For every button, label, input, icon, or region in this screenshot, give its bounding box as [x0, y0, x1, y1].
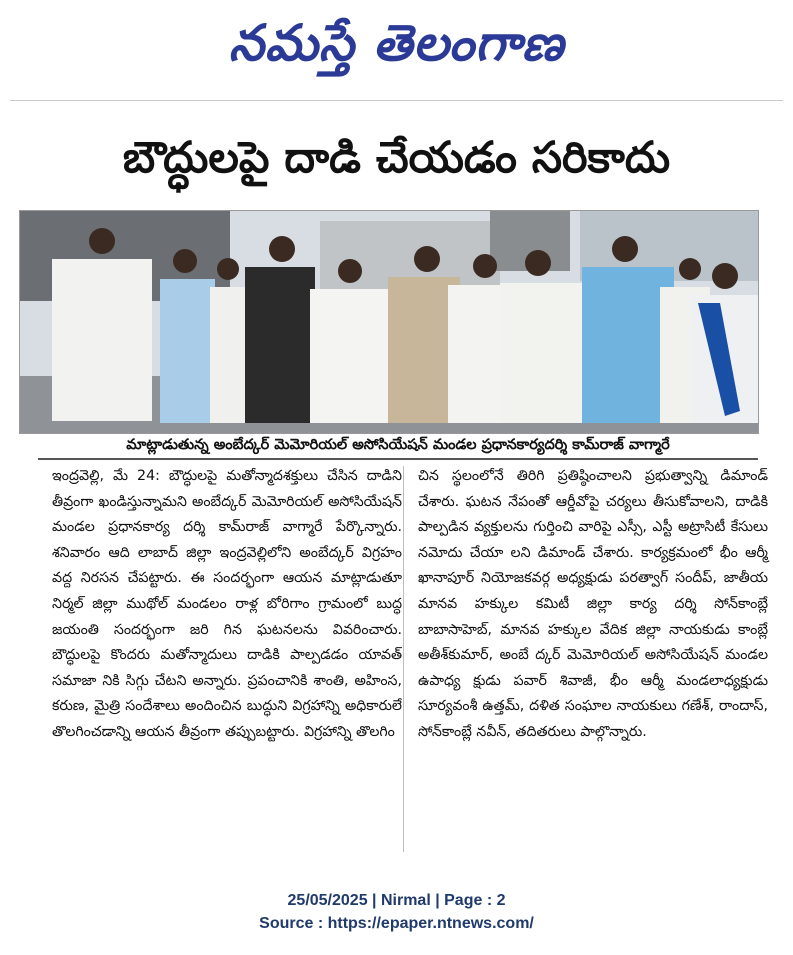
newspaper-masthead	[0, 4, 793, 82]
news-photo	[19, 210, 759, 434]
article-paragraph-right: చిన స్థలంలోనే తిరిగి ప్రతిష్ఠించాలని ప్రభుత్వాన్ని డిమాండ్ చేశారు. ఘటన నేపంతో ఆర్డీవోపై చర్యలు తీసుకోవాలని, దాడికి పాల్పడిన వ్యక్తులను గుర్తించి వారిపై ఎస్సీ, ఎస్టీ అట్రాసిటీ కేసులు నమోదు చేయా లని డిమాండ్ చేశారు. కార్యక్రమంలో భీం ఆర్మీ ఖానాపూర్ నియోజకవర్గ అధ్యక్షుడు పరత్వాగ్ సందీప్, జాతీయ మానవ హక్కుల కమిటీ జిల్లా కార్య దర్శి సోన్‌కాంబ్లే బాబాసాహెబ్, మానవ హక్కుల వేదిక జిల్లా నాయకుడు కాంబ్లే అతీశ్‌కుమార్, అంబే ద్కర్ మెమోరియల్ అసోసియేషన్ మండల ఉపాధ్య క్షుడు పవార్ శివాజీ, భీం ఆర్మీ మండలాధ్యక్షుడు సూర్యవంశీ ఉత్తమ్, దళిత సంఘాల నాయకులు గణేశ్, రాందాస్, సోన్‌కాంబ్లే నవీన్, తదితరులు పాల్గొన్నారు.	[418, 468, 768, 740]
column-divider	[403, 466, 404, 852]
footer-source: Source : https://epaper.ntnews.com/	[259, 915, 534, 932]
masthead-divider	[10, 100, 783, 101]
photo-caption: మాట్లాడుతున్న అంబేద్కర్ మెమోరియల్ అసోసియేషన్ మండల ప్రధానకార్యదర్శి కామ్‌రాజ్ వాగ్మారే	[38, 432, 758, 460]
article-column-left	[52, 464, 402, 746]
footer-date-edition: 25/05/2025 | Nirmal | Page : 2	[287, 892, 506, 909]
masthead-title: నమస్తే తెలంగాణ	[228, 14, 565, 72]
article-headline	[10, 118, 783, 198]
article-column-right	[418, 464, 768, 746]
group-photo-illustration	[20, 211, 758, 433]
article-paragraph-left: ఇంద్రవెల్లి, మే 24: బౌద్ధులపై మతోన్మాదశక్తులు చేసిన దాడిని తీవ్రంగా ఖండిస్తున్నామని అంబేద్కర్ మెమోరియల్ అసోసియేషన్ మండల ప్రధానకార్య దర్శి కామ్‌రాజ్ వాగ్మారే పేర్కొన్నారు. శనివారం ఆది లాబాద్ జిల్లా ఇంద్రవెల్లిలోని అంబేద్కర్ విగ్రహం వద్ద నిరసన చేపట్టారు. ఈ సందర్భంగా ఆయన మాట్లాడుతూ నిర్మల్ జిల్లా ముథోల్ మండలం రాళ్ల బోరిగాం గ్రామంలో బుద్ధ జయంతి సందర్భంగా జరి గిన ఘటనలను వివరించారు. బౌద్ధులపై కొందరు మతోన్మాదులు దాడికి పాల్పడడం యావత్ సమాజా నికి సిగ్గు చేటని అన్నారు. ప్రపంచానికి శాంతి, అహింస, కరుణ, మైత్రి సందేశాలు అందించిన బుద్ధుని విగ్రహాన్ని అధికారులే తొలగించడాన్ని ఆయన తీవ్రంగా తప్పుబట్టారు. విగ్రహాన్ని తొలగిం	[52, 468, 402, 740]
headline-text: బౌద్ధులపై దాడి చేయడం సరికాదు	[122, 133, 671, 183]
